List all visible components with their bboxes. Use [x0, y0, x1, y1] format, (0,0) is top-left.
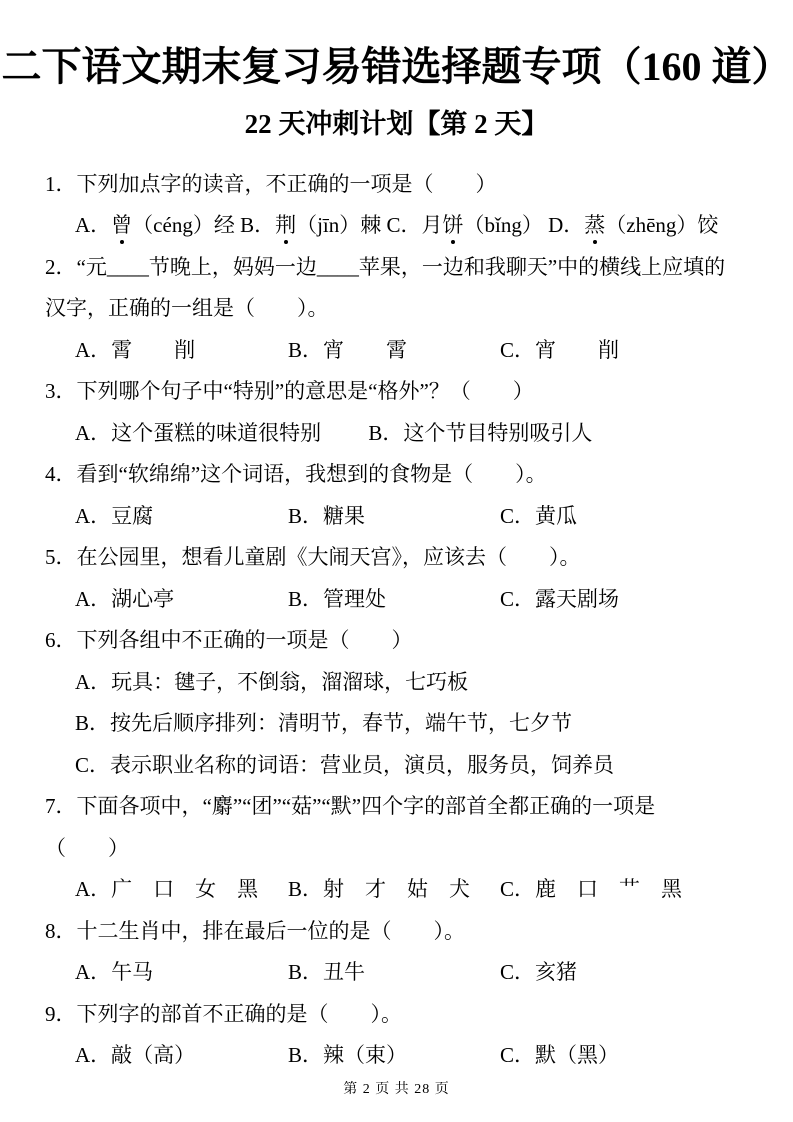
question-4-header: 4．看到“软绵绵”这个词语，我想到的食物是（ ）。 [45, 462, 547, 487]
question-9-options [45, 1034, 765, 1076]
question-8-option-a: A．午马 [75, 960, 154, 985]
question-3-options: A．这个蛋糕的味道很特别 B．这个节目特别吸引人 [75, 420, 593, 445]
question-4-options [45, 494, 765, 536]
question-6-option-a: A．玩具：毽子，不倒翁，溜溜球，七巧板 [75, 669, 469, 694]
question-7-option-b: B．射 才 姑 犬 [288, 877, 471, 902]
question-2-option-a: A．霄 削 [75, 337, 196, 362]
page-number: 第 2 页 共 28 页 [343, 1082, 450, 1097]
question-5-option-c: C．露天剧场 [500, 586, 620, 611]
text-segment: A． [75, 213, 112, 238]
question-list [0, 162, 793, 1075]
text-segment: （jīn）棘 C．月 [296, 213, 443, 238]
question-8-options [45, 951, 765, 993]
question-9-header: 9．下列字的部首不正确的是（ ）。 [45, 1001, 402, 1026]
question-5-header: 5．在公园里，想看儿童剧《大闹天宫》，应该去（ ）。 [45, 545, 581, 570]
question-2-option-c: C．宵 削 [500, 337, 620, 362]
text-segment: （céng）经 B． [132, 213, 276, 238]
question-8-option-c: C．亥猪 [500, 960, 578, 985]
question-7-line-2: （ ） [45, 835, 129, 860]
question-2-line-2: 汉字，正确的一组是（ ）。 [45, 296, 329, 321]
text-segment: （bǐng） D． [463, 213, 585, 238]
emphasized-char: 饼 [443, 209, 464, 239]
question-4-option-a: A．豆腐 [75, 503, 154, 528]
question-2-option-b: B．宵 霄 [288, 337, 408, 362]
question-2-line-1: 2．“元____节晚上，妈妈一边____苹果，一边和我聊天”中的横线上应填的 [45, 254, 726, 279]
question-7-options [45, 868, 765, 910]
page-subtitle: 22 天冲刺计划【第 2 天】 [244, 109, 549, 139]
question-5-option-a: A．湖心亭 [75, 586, 175, 611]
emphasized-char: 蒸 [584, 209, 605, 239]
question-9-option-b: B．辣（束） [288, 1043, 408, 1068]
emphasized-char: 荆 [275, 209, 296, 239]
question-8-header: 8．十二生肖中，排在最后一位的是（ ）。 [45, 918, 465, 943]
question-2-options [45, 328, 765, 370]
question-9-option-a: A．敲（高） [75, 1043, 196, 1068]
page-title: 二下语文期末复习易错选择题专项（160 道） [1, 44, 792, 89]
question-7-line-1: 7．下面各项中，“麝”“团”“菇”“默”四个字的部首全都正确的一项是 [45, 794, 656, 819]
question-4-option-b: B．糖果 [288, 503, 366, 528]
question-6-option-b: B．按先后顺序排列：清明节，春节，端午节，七夕节 [75, 711, 573, 736]
question-6-header: 6．下列各组中不正确的一项是（ ） [45, 628, 413, 653]
question-6-option-c: C．表示职业名称的词语：营业员，演员，服务员，饲养员 [75, 752, 615, 777]
question-5-option-b: B．管理处 [288, 586, 387, 611]
text-segment: （zhēng）饺 [605, 213, 719, 238]
question-7-option-c: C．鹿 口 艹 黑 [500, 877, 683, 902]
question-3-header: 3．下列哪个句子中“特别”的意思是“格外”？（ ） [45, 379, 534, 404]
question-9-option-c: C．默（黑） [500, 1043, 620, 1068]
question-4-option-c: C．黄瓜 [500, 503, 578, 528]
question-1-header: 1．下列加点字的读音，不正确的一项是（ ） [45, 171, 497, 196]
question-7-option-a: A．广 口 女 黑 [75, 877, 259, 902]
question-5-options [45, 577, 765, 619]
question-8-option-b: B．丑牛 [288, 960, 366, 985]
emphasized-char: 曾 [111, 209, 132, 239]
question-1-options [45, 204, 765, 246]
